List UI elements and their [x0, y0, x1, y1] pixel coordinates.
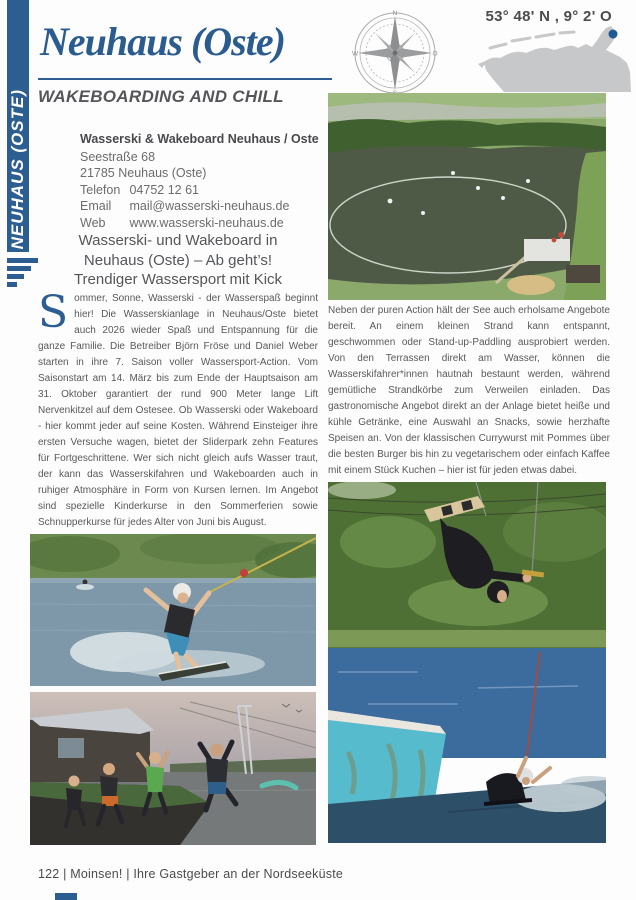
web-label: Web — [80, 215, 106, 230]
email-value: mail@wasserski-neuhaus.de — [129, 199, 290, 213]
article-heading — [38, 231, 318, 290]
article-heading-line-3: Trendiger Wassersport mit Kick — [73, 271, 283, 288]
compass-north-label: N — [392, 10, 398, 17]
compass-east-label: O — [432, 50, 438, 58]
article-left-text: ommer, Sonne, Wasserski - der Wasserspaß beginnt hier! Die Wasserskianlage in Neuhaus/Oste bietet auch 2026 wieder Spaß und Entspannung für die ganze Familie. Die Betreiber Björn Fröse und Daniel Weber starten in ihre 7. Saison voller Wassersport-Action. Vom Saisonstart am 14. März bis zum Ende der Hauptsaison am 31. Oktober garantiert der rund 900 Meter lange Lift Nervenkitzel auf dem Ostesee. Ob Wasserski oder Wakeboard - hier kommt jeder auf seine Kosten. Während Einsteiger ihre ersten Versuche wagen, bietet der Sliderpark zehn Features für Fortgeschrittene. Wer sich nicht gleich aufs Wasser traut, der kann das Wasserskifahren und Wakeboarden auch in ruhiger Atmosphäre in Form von Kursen lernen. Im Angebot sind spezielle Kinderkurse in den Sommerferien sowie Schnupperkurse für jedes Alter von Juni bis August. — [38, 293, 318, 528]
compass-west-label: W — [352, 50, 359, 58]
location-dot — [609, 30, 618, 39]
phone-value: 04752 12 61 — [129, 182, 199, 197]
page-title: Neuhaus (Oste) — [40, 19, 285, 64]
photo-dock-jump — [30, 692, 316, 845]
coastline-map-silhouette — [478, 20, 636, 92]
article-heading-line-2: Neuhaus (Oste) – Ab geht’s! — [83, 251, 273, 269]
contact-block — [80, 131, 340, 231]
article-right-column: Neben der puren Action hält der See auch erholsame Angebote bereit. An einem kleinen Strand kann entspannt, geschwommen oder Stand-up-Paddling ausprobiert werden. Von den Terrassen direkt am Wasser, können die Wasserskifahrer*innen hautnah bestaunt werden, während gemütliche Strandkörbe zum Verweilen einladen. Das gastronomische Angebot direkt an der Anlage bietet heiße und kühle Getränke, eine Auswahl an Snacks, sowie herzhafte Speisen an. Von der klassischen Currywurst mit Pommes über die besten Burger bis hin zu vegetarischem oder einfach Kaffee mit einem Stück Kuchen – hier ist für jeden etwas dabei. — [328, 305, 610, 476]
corner-tab — [55, 893, 77, 900]
contact-web-row — [80, 215, 340, 232]
contact-name: Wasserski & Wakeboard Neuhaus / Oste — [80, 132, 319, 146]
drop-cap: S — [38, 287, 69, 338]
email-label: Email — [80, 199, 112, 213]
page-subtitle: WAKEBOARDING AND CHILL — [38, 87, 284, 106]
photo-wakeboarder-waving — [30, 534, 316, 686]
article-left-column — [38, 287, 318, 531]
photo-aerial-lake — [328, 93, 606, 300]
web-value: www.wasserski-neuhaus.de — [129, 215, 284, 230]
coordinates: 53° 48' N , 9° 2' O — [485, 8, 612, 25]
contact-city: 21785 Neuhaus (Oste) — [80, 166, 207, 180]
contact-phone-row — [80, 182, 340, 199]
sidebar-tab — [7, 0, 29, 252]
phone-label: Telefon — [80, 182, 121, 197]
contact-email-row — [80, 198, 340, 215]
photo-flip-and-ramp — [328, 482, 606, 843]
sidebar-label: NEUHAUS (OSTE) — [8, 88, 27, 249]
contact-street: Seestraße 68 — [80, 149, 156, 164]
title-underline — [38, 78, 332, 80]
page-footer: 122 | Moinsen! | Ihre Gastgeber an der Nordseeküste — [38, 867, 344, 881]
article-heading-line-1: Wasserski- und Wakeboard in — [78, 232, 278, 249]
